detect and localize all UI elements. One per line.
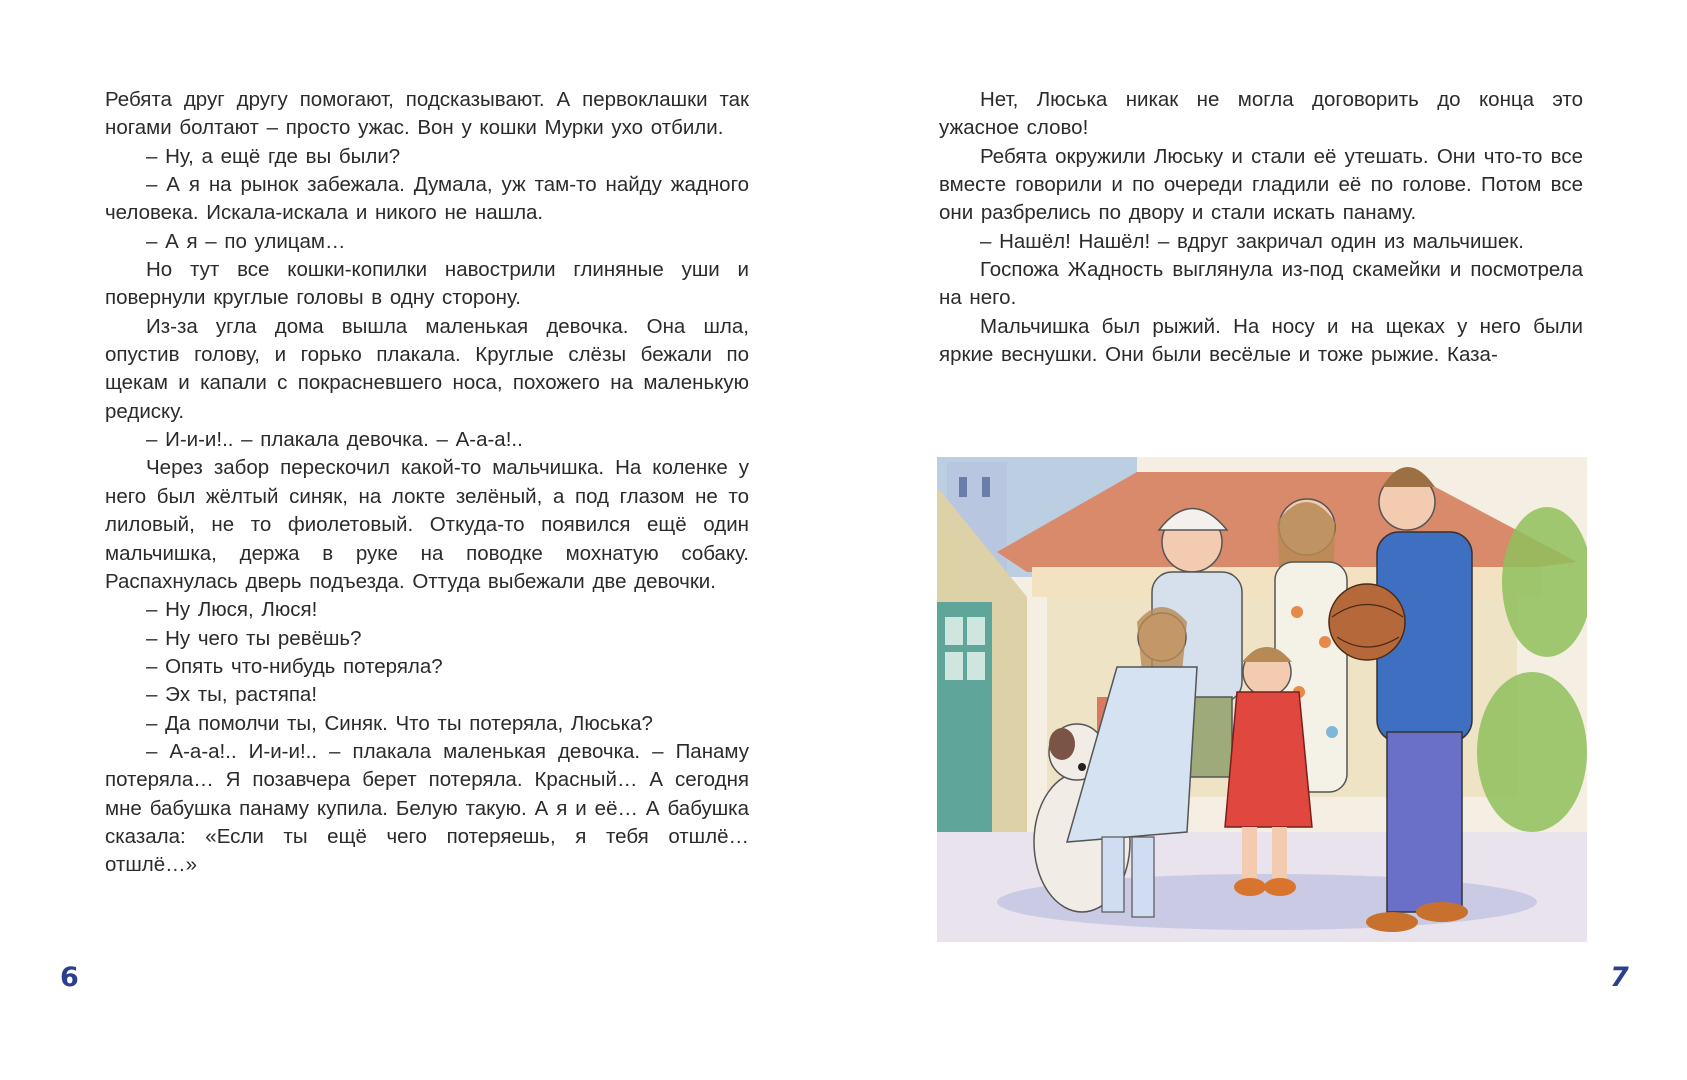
dialogue-line: – Нашёл! Нашёл! – вдруг закричал один из мальчишек. bbox=[980, 229, 1524, 253]
dialogue-line: – Опять что-нибудь потеряла? bbox=[146, 654, 443, 678]
dialogue-line: – Да помолчи ты, Синяк. Что ты потеряла, Люська? bbox=[146, 711, 653, 735]
page-number-left: 6 bbox=[60, 962, 79, 993]
right-page bbox=[843, 0, 1687, 1080]
paragraph: Но тут все кошки-копилки навострили глиняные уши и повернули круглые головы в одну сторону. bbox=[105, 258, 749, 310]
page-number-right: 7 bbox=[1610, 962, 1629, 993]
dialogue-line: – И-и-и!.. – плакала девочка. – А-а-а!.. bbox=[146, 428, 523, 452]
dialogue-line: – А я – по улицам… bbox=[146, 229, 346, 253]
paragraph: Из-за угла дома вышла маленькая девочка. Она шла, опустив голову, и горько плакала. Круглые слёзы бежали по щекам и капали с покрасневшего носа, похожего на маленькую редиску. bbox=[105, 314, 749, 423]
paragraph: Госпожа Жадность выглянула из-под скамейки и посмотрела на него. bbox=[939, 258, 1583, 310]
story-illustration bbox=[937, 432, 1587, 942]
right-page-text bbox=[939, 86, 1583, 369]
courtyard-children-illustration bbox=[937, 432, 1587, 942]
dialogue-line: – Ну, а ещё где вы были? bbox=[146, 144, 401, 168]
dialogue-line: – Ну чего ты ревёшь? bbox=[146, 626, 362, 650]
paragraph: Ребята друг другу помогают, подсказывают. А первоклашки так ногами болтают – просто ужас. Вон у кошки Мурки ухо отбили. bbox=[105, 88, 749, 140]
dialogue-line: – А я на рынок забежала. Думала, уж там-то найду жадного человека. Искала-искала и никого не нашла. bbox=[105, 173, 749, 225]
paragraph: Ребята окружили Люську и стали её утешать. Они что-то все вместе говорили и по очереди гладили её по голове. Потом все они разбрелись по двору и стали искать панаму. bbox=[939, 144, 1583, 225]
paragraph: Нет, Люська никак не могла договорить до конца это ужасное слово! bbox=[939, 88, 1583, 140]
paragraph: Через забор перескочил какой-то мальчишка. На коленке у него был жёлтый синяк, на локте зелёный, а под глазом не то лиловый, не то фиолетовый. Откуда-то появился ещё один мальчишка, держа в руке на поводке мохнатую собаку. Распахнулась дверь подъезда. Оттуда выбежали две девочки. bbox=[105, 456, 749, 593]
left-page-text bbox=[105, 86, 749, 880]
paragraph: Мальчишка был рыжий. На носу и на щеках у него были яркие веснушки. Они были весёлые и тоже рыжие. Каза- bbox=[939, 314, 1583, 367]
left-page bbox=[0, 0, 843, 1080]
dialogue-line: – Ну Люся, Люся! bbox=[146, 598, 318, 622]
dialogue-line: – А-а-а!.. И-и-и!.. – плакала маленькая девочка. – Панаму потеряла… Я позавчера берет потеряла. Красный… А сегодня мне бабушка панаму купила. Белую такую. А я и её… А бабушка сказала: «Если ты ещё чего потеряешь, я тебя отшлё… отшлё…» bbox=[105, 739, 749, 877]
dialogue-line: – Эх ты, растяпа! bbox=[146, 683, 318, 707]
